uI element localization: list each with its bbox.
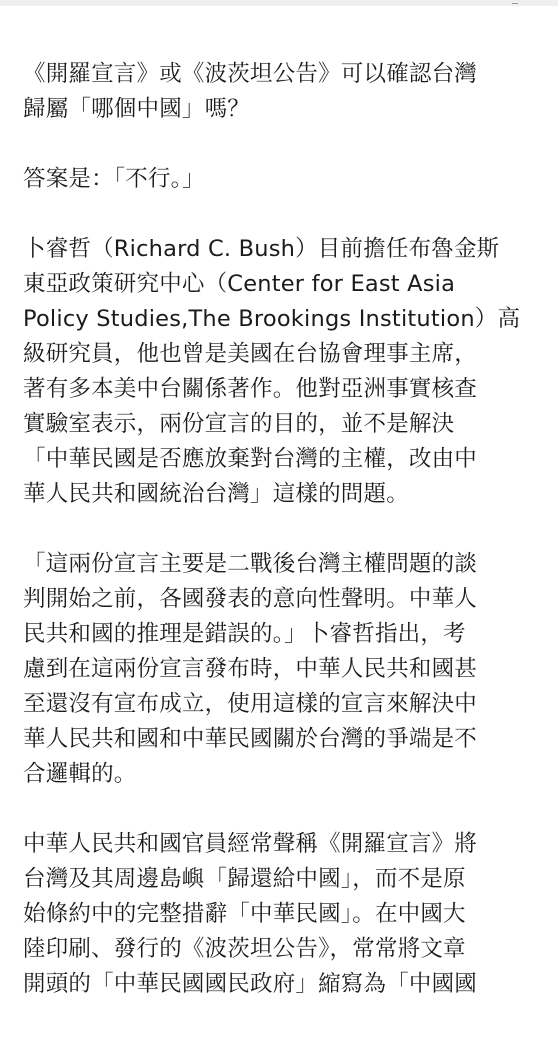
scroll-indicator-icon — [512, 0, 518, 4]
paragraph-bush-quote: 「這兩份宣言主要是二戰後台灣主權問題的談 判開始之前，各國發表的意向性聲明。中華人 民共和國的推理是錯誤的。」卜睿哲指出，考 慮到在這兩份宣言發布時，中華人民共和國甚 至還沒有宣布成立，使用這樣的宣言來解決中 華人民共和國和中華民國關於台灣的爭端是不 合邏輯的。 — [23, 551, 478, 787]
paragraph-prc-claims: 中華人民共和國官員經常聲稱《開羅宣言》將 台灣及其周邊島嶼「歸還給中國」，而不是原 始條約中的完整措辭「中華民國」。在中國大 陸印刷、發行的《波茨坦公告》，常常將文章 開頭的「中華民國國民政府」縮寫為「中國國 — [23, 831, 478, 997]
top-toolbar-strip — [0, 0, 558, 6]
article-body — [23, 57, 538, 1037]
paragraph-bush-intro: 卜睿哲（Richard C. Bush）目前擔任布魯金斯 東亞政策研究中心（Center for East Asia Policy Studies,The Brookings Institution）高 級研究員，他也曾是美國在台協會理事主席， 著有多本美中台關係著作。他對亞洲事實核查 實驗室表示，兩份宣言的目的，並不是解決 「中華民國是否應放棄對台灣的主權，改由中 華人民共和國統治台灣」這樣的問題。 — [23, 236, 521, 507]
paragraph-answer: 答案是：「不行。」 — [23, 166, 205, 192]
paragraph-question: 《開羅宣言》或《波茨坦公告》可以確認台灣 歸屬「哪個中國」嗎？ — [23, 61, 478, 122]
bottom-edge — [0, 1018, 558, 1024]
